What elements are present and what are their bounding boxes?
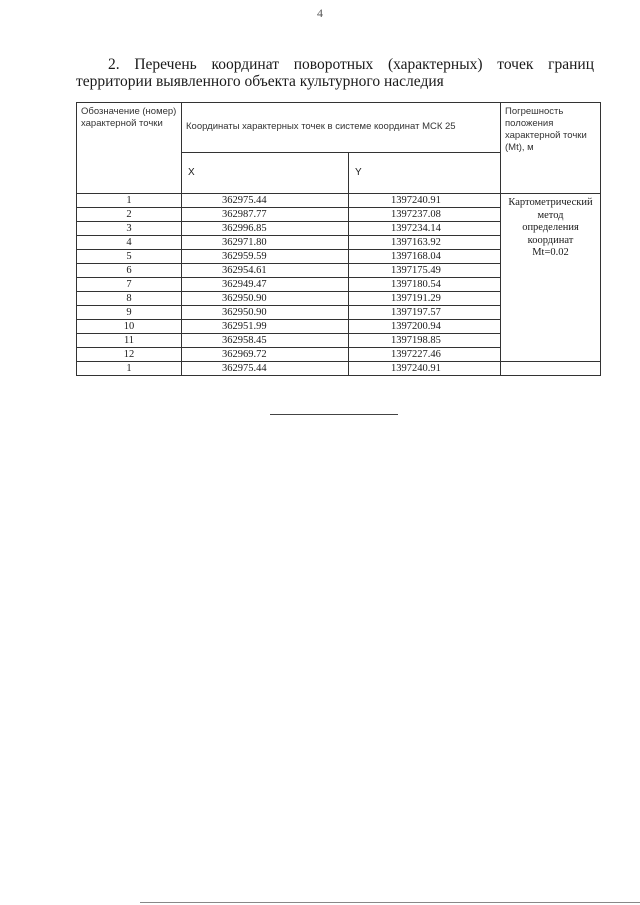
x-coordinate: 362959.59 [182, 250, 349, 264]
x-coordinate: 362949.47 [182, 278, 349, 292]
point-number: 5 [77, 250, 182, 264]
scan-edge-line [140, 902, 640, 903]
table-row [77, 194, 601, 208]
accuracy-text-line3: определения [522, 222, 579, 233]
point-number: 3 [77, 222, 182, 236]
point-number: 7 [77, 278, 182, 292]
accuracy-empty [501, 362, 601, 376]
section-heading [76, 56, 594, 90]
accuracy-text-line2: метод [537, 209, 564, 221]
y-coordinate: 1397240.91 [349, 194, 501, 208]
point-number: 6 [77, 264, 182, 278]
header-x: X [182, 153, 349, 194]
y-coordinate: 1397191.29 [349, 292, 501, 306]
x-coordinate: 362950.90 [182, 292, 349, 306]
point-number: 10 [77, 320, 182, 334]
x-coordinate: 362996.85 [182, 222, 349, 236]
header-point-label: Обозначение (номер) характерной точки [77, 103, 182, 194]
point-number: 9 [77, 306, 182, 320]
heading-line-2: территории выявленного объекта культурного наследия [76, 73, 444, 90]
accuracy-text-line4: координат [527, 234, 574, 246]
accuracy-text-line5: Mt=0.02 [532, 247, 569, 258]
x-coordinate: 362975.44 [182, 194, 349, 208]
x-coordinate: 362969.72 [182, 348, 349, 362]
y-coordinate: 1397237.08 [349, 208, 501, 222]
x-coordinate: 362951.99 [182, 320, 349, 334]
x-coordinate: 362958.45 [182, 334, 349, 348]
y-coordinate: 1397197.57 [349, 306, 501, 320]
header-coords-label: Координаты характерных точек в системе координат МСК 25 [182, 103, 501, 153]
x-coordinate: 362971.80 [182, 236, 349, 250]
x-coordinate: 362954.61 [182, 264, 349, 278]
x-coordinate: 362975.44 [182, 362, 349, 376]
accuracy-text-line1: Картометрический [508, 197, 593, 208]
heading-line-1: 2. Перечень координат поворотных (характерных) точек границ [108, 56, 594, 73]
y-coordinate: 1397240.91 [349, 362, 501, 376]
y-coordinate: 1397180.54 [349, 278, 501, 292]
header-y: Y [349, 153, 501, 194]
point-number: 1 [77, 362, 182, 376]
page-number: 4 [317, 6, 323, 20]
header-accuracy-label: Погрешность положения характерной точки (Mt), м [501, 103, 601, 194]
coordinates-table [76, 102, 601, 376]
x-coordinate: 362987.77 [182, 208, 349, 222]
y-coordinate: 1397234.14 [349, 222, 501, 236]
end-rule [270, 414, 398, 415]
point-number: 2 [77, 208, 182, 222]
y-coordinate: 1397175.49 [349, 264, 501, 278]
point-number: 11 [77, 334, 182, 348]
y-coordinate: 1397227.46 [349, 348, 501, 362]
x-coordinate: 362950.90 [182, 306, 349, 320]
y-coordinate: 1397200.94 [349, 320, 501, 334]
y-coordinate: 1397198.85 [349, 334, 501, 348]
accuracy-method [501, 194, 601, 362]
table-row [77, 362, 601, 376]
y-coordinate: 1397163.92 [349, 236, 501, 250]
point-number: 1 [77, 194, 182, 208]
y-coordinate: 1397168.04 [349, 250, 501, 264]
point-number: 4 [77, 236, 182, 250]
point-number: 8 [77, 292, 182, 306]
point-number: 12 [77, 348, 182, 362]
